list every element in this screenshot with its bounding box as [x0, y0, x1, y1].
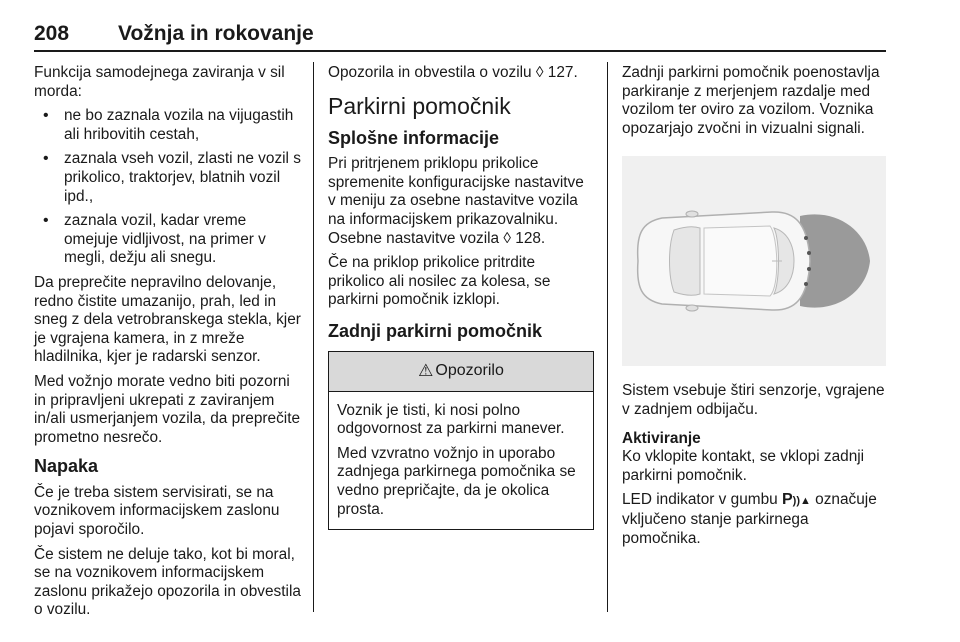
list-item: • zaznala vozil, kadar vreme omejuje vidljivost, na primer v megli, dežju ali snegu.	[34, 212, 302, 268]
sensor-dot	[807, 267, 811, 271]
warning-box	[328, 351, 594, 531]
warning-triangle-icon: ⚠	[418, 360, 434, 380]
led-indicator-paragraph	[622, 491, 888, 548]
paragraph: Voznik je tisti, ki nosi polno odgovornost za parkirni manever.	[337, 401, 565, 438]
limitations-list	[34, 107, 302, 268]
paragraph: Da preprečite nepravilno delovanje, redno čistite umazanijo, prah, led in sneg z dela vetrobranskega stekla, kjer je vgrajena kamera, in z mreže hladilnika, kjer je radarski senzor.	[34, 273, 301, 366]
column-left	[34, 64, 302, 626]
paragraph: Sistem vsebuje štiri senzorje, vgrajene v zadnjem odbijaču.	[622, 382, 885, 418]
warning-header	[329, 352, 593, 392]
sensor-dot	[804, 282, 808, 286]
section-heading-activation: Aktiviranje	[622, 429, 701, 447]
car-windshield	[670, 227, 701, 296]
chapter-heading: Parkirni pomočnik	[328, 92, 511, 119]
paragraph: Če sistem ne deluje tako, kot bi moral, se na voznikovem informacijskem zaslonu prikažejo opozorila in obvestila o vozilu.	[34, 545, 301, 619]
paragraph: Če je treba sistem servisirati, se na voznikovem informacijskem zaslonu pojavi sporočilo.	[34, 483, 280, 539]
paragraph: Med vzvratno vožnjo in uporabo zadnjega parkirnega pomočnika se vedno prepričajte, da je okolica prosta.	[337, 444, 576, 518]
list-item: • zaznala vseh vozil, zlasti ne vozil s prikolico, traktorjev, blatnih vozil ipd.,	[34, 150, 302, 206]
page-header	[34, 22, 886, 52]
section-heading-general: Splošne informacije	[328, 127, 500, 148]
column-divider	[313, 62, 314, 612]
section-heading-napaka: Napaka	[34, 456, 99, 477]
warning-title: Opozorilo	[435, 361, 504, 379]
paragraph: Med vožnjo morate vedno biti pozorni in pripravljeni ukrepati z zaviranjem in/ali usmerjanjem vozila, da preprečite prometno nesrečo.	[34, 372, 301, 446]
sensor-dot	[807, 251, 811, 255]
sensor-dot	[804, 236, 808, 240]
reference-link[interactable]: Opozorila in obvestila o vozilu ◊ 127.	[328, 64, 578, 81]
warning-body	[329, 392, 593, 530]
paragraph: Ko vklopite kontakt, se vklopi zadnji parkirni pomočnik.	[622, 448, 865, 484]
paragraph: Pri pritrjenem priklopu prikolice spremenite konfiguracijske nastavitve v meniju za osebne nastavitve vozila na informacijskem prikazovalniku. Osebne nastavitve vozila ◊ 128.	[328, 155, 584, 247]
rear-sensor-illustration	[622, 156, 886, 366]
car-mirror	[686, 211, 698, 217]
column-right	[622, 64, 888, 554]
list-item: • ne bo zaznala vozila na vijugastih ali hribovitih cestah,	[34, 107, 302, 144]
led-text-after: označuje vključeno stanje parkirnega pomočnika.	[622, 491, 877, 547]
led-text-before: LED indikator v gumbu	[622, 491, 782, 509]
car-top-view-image	[622, 156, 886, 366]
car-roof	[704, 226, 777, 296]
page-number: 208	[34, 22, 70, 45]
intro-text: Funkcija samodejnega zaviranja v sil morda:	[34, 64, 285, 100]
chapter-title: Vožnja in rokovanje	[118, 22, 314, 45]
intro-text: Zadnji parkirni pomočnik poenostavlja parkiranje z merjenjem razdalje med vozilom ter oviro za vozilom. Voznika opozarjajo zvočni in vizualni signali.	[622, 64, 880, 137]
parking-assist-icon: P))▲	[781, 491, 811, 509]
section-heading-rear-assist: Zadnji parkirni pomočnik	[328, 320, 543, 341]
car-mirror	[686, 305, 698, 311]
column-divider	[607, 62, 608, 612]
paragraph: Če na priklop prikolice pritrdite prikolico ali nosilec za kolesa, se parkirni pomočnik izklopi.	[328, 254, 551, 309]
column-middle	[328, 64, 594, 530]
